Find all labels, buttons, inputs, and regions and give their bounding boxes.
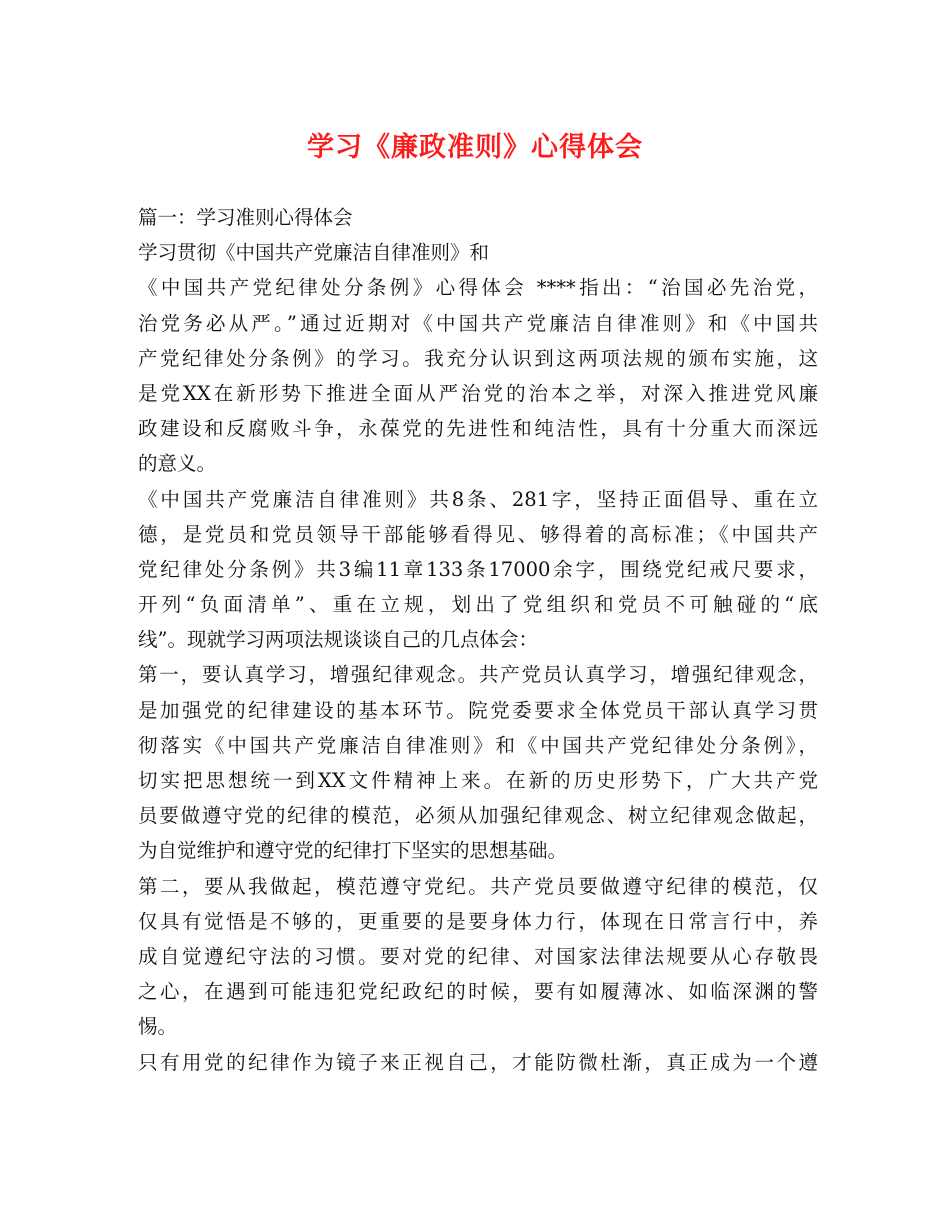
text-line: 第一，要认真学习，增强纪律观念。共产党员认真学习，增强纪律观念，	[138, 663, 818, 687]
text-line: 政建设和反腐败斗争，永葆党的先进性和纯洁性，具有十分重大而深远	[138, 417, 818, 441]
text-line: 开列“负面清单”、重在立规，划出了党组织和党员不可触碰的“底	[138, 593, 818, 617]
text-line: 之心，在遇到可能违犯党纪政纪的时候，要有如履薄冰、如临深渊的警	[138, 980, 818, 1004]
text-line: 员要做遵守党的纪律的模范，必须从加强纪律观念、树立纪律观念做起，	[138, 804, 818, 828]
text-line: 成自觉遵纪守法的习惯。要对党的纪律、对国家法律法规要从心存敬畏	[138, 944, 818, 968]
text-line: 产党纪律处分条例》的学习。我充分认识到这两项法规的颁布实施，这	[138, 346, 818, 370]
text-line: 的意义。	[138, 452, 217, 476]
text-line: 治党务必从严。”通过近期对《中国共产党廉洁自律准则》和《中国共	[138, 311, 818, 335]
text-line: 《中国共产党廉洁自律准则》共8条、281字，坚持正面倡导、重在立	[138, 487, 818, 511]
text-line: 为自觉维护和遵守党的纪律打下坚实的思想基础。	[138, 839, 568, 863]
text-line: 惕。	[138, 1015, 178, 1039]
text-line: 是加强党的纪律建设的基本环节。院党委要求全体党员干部认真学习贯	[138, 698, 818, 722]
text-line: 德，是党员和党员领导干部能够看得见、够得着的高标准；《中国共产	[138, 522, 818, 546]
text-line: 仅具有觉悟是不够的，更重要的是要身体力行，体现在日常言行中，养	[138, 909, 818, 933]
text-line: 切实把思想统一到XX文件精神上来。在新的历史形势下，广大共产党	[138, 769, 818, 792]
text-line: 篇一：学习准则心得体会	[138, 206, 353, 229]
document-title: 学习《廉政准则》心得体会	[307, 132, 643, 163]
text-line: 学习贯彻《中国共产党廉洁自律准则》和	[138, 241, 490, 265]
text-line: 是党XX在新形势下推进全面从严治党的治本之举，对深入推进党风廉	[138, 381, 818, 405]
text-line: 第二，要从我做起，模范遵守党纪。共产党员要做遵守纪律的模范，仅	[138, 874, 818, 898]
text-line: 彻落实《中国共产党廉洁自律准则》和《中国共产党纪律处分条例》，	[138, 733, 818, 757]
text-line: 只有用党的纪律作为镜子来正视自己，才能防微杜渐，真正成为一个遵	[138, 1050, 818, 1074]
text-line: 《中国共产党纪律处分条例》心得体会 ****指出：“治国必先治党，	[138, 276, 818, 300]
text-line: 线”。现就学习两项法规谈谈自己的几点体会：	[138, 628, 538, 652]
document-body	[138, 200, 818, 1080]
text-line: 党纪律处分条例》共3编11章133条17000余字，围绕党纪戒尺要求，	[138, 557, 818, 581]
